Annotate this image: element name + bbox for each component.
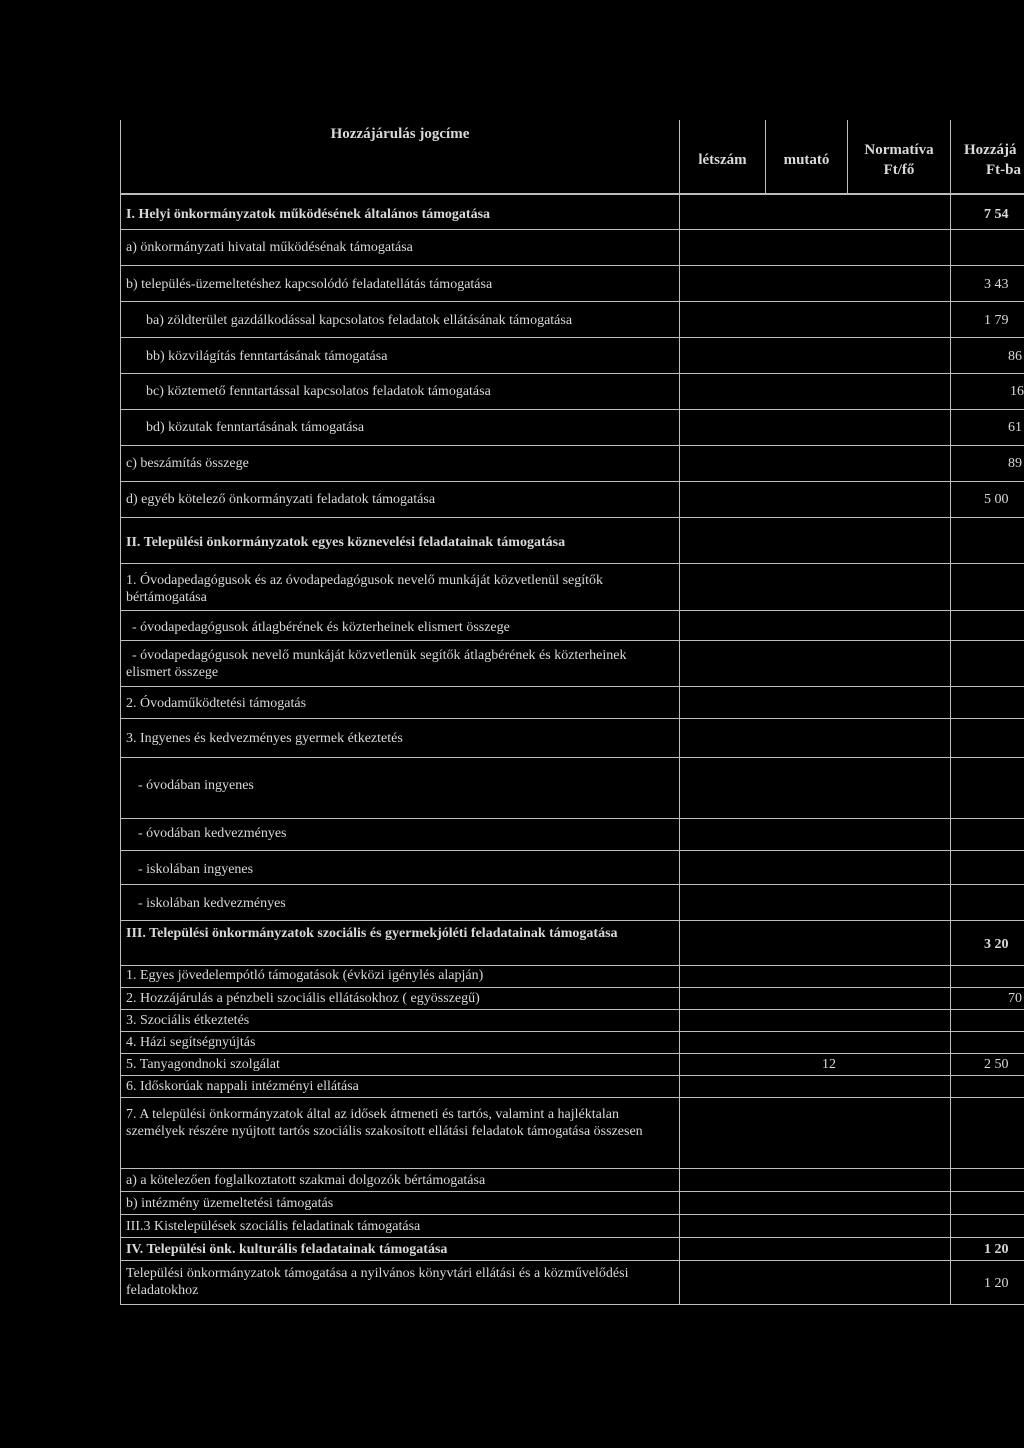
row-amount: 3 43 [984, 277, 1009, 292]
row-divider [120, 373, 1024, 374]
row-divider [120, 610, 1024, 611]
row-label: bc) köztemető fenntartással kapcsolatos feladatok támogatása [146, 384, 491, 399]
row-divider [120, 265, 1024, 266]
row-divider [120, 481, 1024, 482]
row-amount: 16 [1010, 384, 1024, 399]
row-label: Települési önkormányzatok támogatása a nyilvános könyvtári ellátási és a közművelődési feladatokhoz [126, 1266, 629, 1298]
row-divider [120, 337, 1024, 338]
row-label: ba) zöldterület gazdálkodással kapcsolatos feladatok ellátásának támogatása [146, 313, 573, 328]
row-divider [120, 409, 1024, 410]
row-divider [120, 1191, 1024, 1192]
row-label: 4. Házi segítségnyújtás [126, 1035, 256, 1050]
header-mutato: mutató [783, 152, 830, 168]
row-label: 1. Egyes jövedelempótló támogatások (évközi igénylés alapján) [126, 968, 484, 983]
row-amount: 1 20 [984, 1242, 1009, 1257]
row-amount: 3 20 [984, 937, 1009, 952]
row-label: IV. Települési önk. kulturális feladatainak támogatása [126, 1242, 448, 1257]
row-amount: 2 50 [984, 1057, 1009, 1072]
row-label: 3. Szociális étkeztetés [126, 1013, 250, 1028]
row-divider [120, 1237, 1024, 1238]
header-letszam: létszám [698, 152, 747, 168]
row-label: - óvodában kedvezményes [138, 826, 287, 841]
row-divider [120, 818, 1024, 819]
row-label: 7. A települési önkormányzatok által az idősek átmeneti és tartós, valamint a hajléktalan személyek részére nyújtott tartós szociális szakosított ellátási feladatok támogatása összesen [126, 1107, 643, 1139]
row-label: bd) közutak fenntartásának támogatása [146, 420, 365, 435]
row-amount: 89 [1008, 456, 1022, 471]
row-divider [120, 229, 1024, 230]
row-divider [120, 965, 1024, 966]
row-divider [120, 563, 1024, 564]
column-divider [679, 194, 680, 1305]
row-label: - óvodapedagógusok átlagbérének és közterheinek elismert összege [132, 620, 510, 635]
row-divider [120, 1097, 1024, 1098]
row-label: 2. Óvodaműködtetési támogatás [126, 696, 307, 711]
row-label: bb) közvilágítás fenntartásának támogatása [146, 349, 388, 364]
row-amount: 1 79 [984, 313, 1009, 328]
header-hozzajarulas-unit: Ft-ba [986, 162, 1021, 178]
row-divider [120, 850, 1024, 851]
row-label: 6. Időskorúak nappali intézményi ellátása [126, 1079, 359, 1094]
row-divider [120, 1214, 1024, 1215]
row-amount: 7 54 [984, 207, 1009, 222]
row-divider [120, 920, 1024, 921]
header-hozzajarulas: Hozzájá [964, 142, 1017, 158]
row-label: I. Helyi önkormányzatok működésének általános támogatása [126, 207, 491, 222]
header-title: Hozzájárulás jogcíme [330, 126, 470, 142]
row-label: II. Települési önkormányzatok egyes köznevelési feladatainak támogatása [126, 535, 566, 550]
row-divider [120, 301, 1024, 302]
row-divider [120, 757, 1024, 758]
header-normativa-unit: Ft/fő [883, 162, 915, 178]
row-divider [120, 1031, 1024, 1032]
row-amount: 5 00 [984, 492, 1009, 507]
row-label: 2. Hozzájárulás a pénzbeli szociális ellátásokhoz ( egyösszegű) [126, 991, 480, 1006]
row-mutato: 12 [822, 1057, 836, 1072]
header-normativa: Normatíva [864, 142, 934, 158]
row-divider [120, 1260, 1024, 1261]
row-label: c) beszámítás összege [126, 456, 249, 471]
row-divider [120, 445, 1024, 446]
column-divider [950, 194, 951, 1305]
row-divider [120, 884, 1024, 885]
row-divider [120, 987, 1024, 988]
row-label: III. Települési önkormányzatok szociális és gyermekjóléti feladatainak támogatása [126, 926, 618, 941]
row-divider [120, 718, 1024, 719]
row-label: 1. Óvodapedagógusok és az óvodapedagógusok nevelő munkáját közvetlenül segítők bértámogatása [126, 573, 604, 605]
row-label: - óvodapedagógusok nevelő munkáját közvetlenük segítők átlagbérének és közterheinek elismert összege [126, 648, 627, 680]
row-amount: 61 [1008, 420, 1022, 435]
row-divider [120, 1168, 1024, 1169]
row-amount: 1 20 [984, 1276, 1009, 1291]
row-label: III.3 Kistelepülések szociális feladatinak támogatása [126, 1219, 421, 1234]
row-amount: 86 [1008, 349, 1022, 364]
row-label: 5. Tanyagondnoki szolgálat [126, 1057, 280, 1072]
row-label: a) a kötelezően foglalkoztatott szakmai dolgozók bértámogatása [126, 1173, 486, 1188]
header-bottom-rule [120, 193, 1024, 195]
row-divider [120, 1075, 1024, 1076]
row-label: - óvodában ingyenes [138, 778, 254, 793]
row-divider [120, 1009, 1024, 1010]
header-divider [950, 120, 951, 194]
row-divider [120, 1053, 1024, 1054]
row-label: d) egyéb kötelező önkormányzati feladatok támogatása [126, 492, 436, 507]
row-label: b) intézmény üzemeltetési támogatás [126, 1196, 334, 1211]
row-label: - iskolában kedvezményes [138, 896, 286, 911]
row-label: 3. Ingyenes és kedvezményes gyermek étkeztetés [126, 731, 403, 746]
row-divider [120, 686, 1024, 687]
row-label: a) önkormányzati hivatal működésénak támogatása [126, 240, 413, 255]
row-divider [120, 517, 1024, 518]
row-label: - iskolában ingyenes [138, 862, 254, 877]
row-amount: 70 [1008, 991, 1022, 1006]
row-divider [120, 640, 1024, 641]
row-label: b) település-üzemeltetéshez kapcsolódó feladatellátás támogatása [126, 277, 493, 292]
